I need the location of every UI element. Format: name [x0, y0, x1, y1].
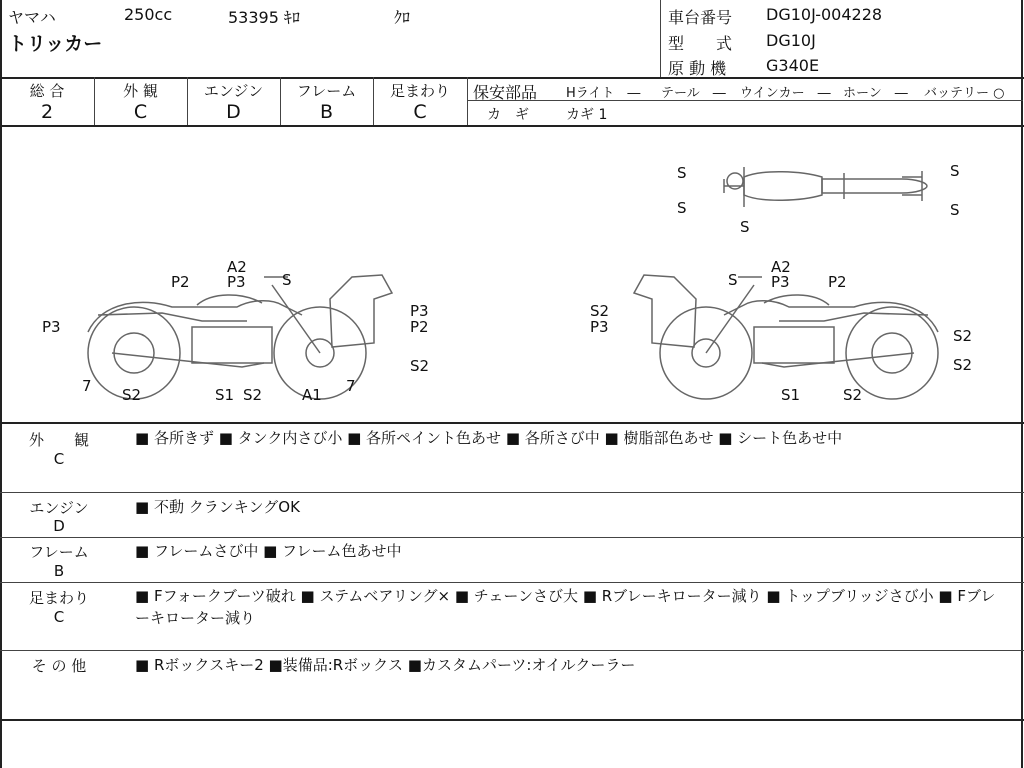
- mileage: 53395 ｷﾛ: [228, 8, 300, 27]
- divider-note-1: [0, 492, 1024, 493]
- divider-note-4: [0, 650, 1024, 651]
- maker: ヤマハ: [8, 8, 56, 27]
- note-text: ■ Fフォークブーツ破れ ■ ステムベアリング× ■ チェーンさび大 ■ Rブレーキローター減り ■ トップブリッジさび小 ■ Fブレーキローター減り: [135, 587, 996, 627]
- diagram-label-top: S: [677, 164, 687, 182]
- diagram-label-left: A1: [302, 386, 322, 404]
- engine-label: 原 動 機: [668, 59, 727, 78]
- key-value: カギ 1: [566, 107, 608, 123]
- note-grade: C: [53, 450, 65, 468]
- safety-winker: ウインカー ―: [740, 86, 831, 101]
- suspension-grade: C: [413, 101, 427, 123]
- note-grade: D: [53, 517, 65, 535]
- diagram-label-left: S2: [122, 386, 142, 404]
- key-label: カ ギ: [487, 107, 529, 123]
- diagram-label-right: S2: [590, 302, 610, 320]
- diagram-label-left: S: [282, 271, 292, 289]
- diagram-label-left: P3: [410, 302, 429, 320]
- diagram-label-right: S2: [953, 327, 973, 345]
- note-grade: C: [53, 608, 65, 626]
- diagram-label-top: S: [950, 162, 960, 180]
- divider-diagram: [0, 422, 1024, 424]
- note-text: ■ Rボックスキー2 ■装備品:Rボックス ■カスタムパーツ:オイルクーラー: [135, 656, 636, 674]
- top-view-bike: [724, 167, 927, 207]
- diagram-label-left: P3: [227, 273, 246, 291]
- exterior-label: 外 観: [123, 82, 158, 100]
- diagram-label-left: 7: [82, 377, 92, 395]
- diagram-label-top: S: [677, 199, 687, 217]
- overall-grade: 2: [40, 101, 54, 123]
- exterior-grade: C: [133, 101, 148, 123]
- safety-horn: ホーン ―: [843, 86, 908, 101]
- diagram-label-right: A2: [771, 258, 791, 276]
- diagram-label-top: S: [740, 218, 750, 236]
- diagram-label-right: P3: [590, 318, 609, 336]
- note-text: ■ 各所きず ■ タンク内さび小 ■ 各所ペイント色あせ ■ 各所さび中 ■ 樹脂部色あせ ■ シート色あせ中: [135, 429, 843, 447]
- frame-grade-label: フレーム: [296, 82, 357, 100]
- diagram-label-left: 7: [346, 377, 356, 395]
- engine-grade-label: エンジン: [203, 82, 264, 100]
- suspension-grade-label: 足まわり: [389, 82, 450, 100]
- diagram-label-left: P2: [410, 318, 429, 336]
- safety-tail: テール ―: [661, 86, 726, 101]
- diagram-label-left: P2: [171, 273, 190, 291]
- right-view-bike: [634, 275, 938, 399]
- safety-label: 保安部品: [473, 83, 538, 102]
- overall-label: 総 合: [29, 82, 65, 100]
- divider-note-3: [0, 582, 1024, 583]
- diagram-label-right: S: [728, 271, 738, 289]
- frame-grade: B: [319, 101, 334, 123]
- divider-note-end: [0, 719, 1024, 721]
- divider-note-2: [0, 537, 1024, 538]
- diagram-label-left: A2: [227, 258, 247, 276]
- note-category: エンジン: [29, 499, 89, 517]
- divider-header: [0, 77, 1024, 79]
- diagram-label-right: S2: [953, 356, 973, 374]
- note-category: 外 観: [28, 431, 89, 449]
- damage-diagram: [2, 127, 1022, 421]
- engine-value: G340E: [766, 56, 820, 75]
- diagram-label-right: S1: [781, 386, 801, 404]
- color: ｸﾛ: [394, 8, 411, 27]
- model-name: トリッカー: [8, 33, 103, 55]
- note-grade: B: [53, 562, 65, 580]
- header-col-divider: [660, 0, 661, 77]
- diagram-label-left: S2: [243, 386, 263, 404]
- diagram-label-right: P3: [771, 273, 790, 291]
- diagram-label-top: S: [950, 201, 960, 219]
- safety-battery: バッテリー ○: [924, 86, 1005, 101]
- note-text: ■ フレームさび中 ■ フレーム色あせ中: [135, 542, 402, 560]
- engine-grade: D: [226, 101, 241, 123]
- note-category: 足まわり: [28, 589, 89, 607]
- displacement: 250cc: [124, 5, 173, 24]
- diagram-label-left: S1: [215, 386, 235, 404]
- type-value: DG10J: [766, 31, 816, 50]
- safety-headlight: Hライト ―: [566, 86, 641, 101]
- note-text: ■ 不動 クランキングOK: [135, 498, 300, 516]
- frame-no-label: 車台番号: [668, 8, 733, 27]
- grade-col-divider-5: [467, 77, 468, 125]
- type-label: 型 式: [668, 34, 733, 53]
- note-category: そ の 他: [31, 657, 87, 675]
- frame-no: DG10J-004228: [766, 5, 883, 24]
- diagram-label-left: S2: [410, 357, 430, 375]
- note-category: フレーム: [29, 543, 89, 561]
- diagram-label-left: P3: [42, 318, 61, 336]
- diagram-label-right: P2: [828, 273, 847, 291]
- diagram-label-right: S2: [843, 386, 863, 404]
